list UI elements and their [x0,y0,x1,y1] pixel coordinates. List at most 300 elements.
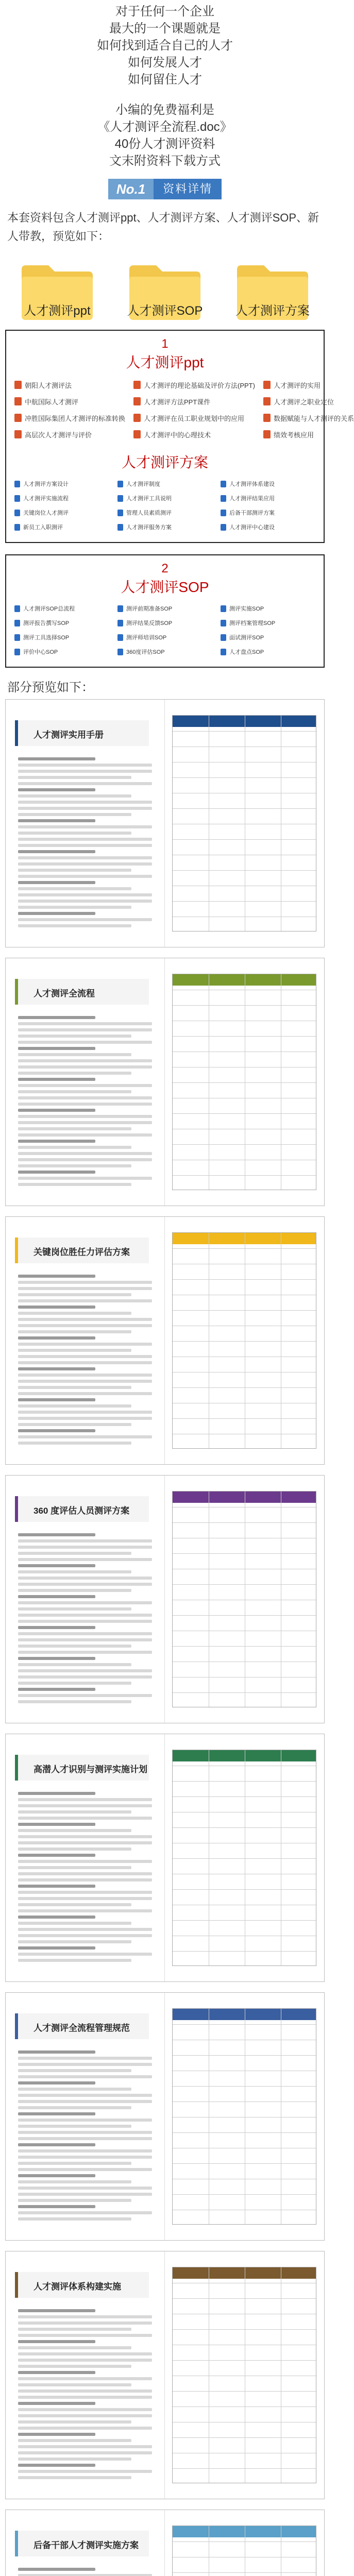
text-line [18,1891,152,1894]
file-name: 人才测评工具说明 [126,496,172,502]
file-name: 人才测评之职业定位 [273,398,334,406]
file-icon [14,414,22,422]
folder-row [0,246,330,318]
preview-title: 后备干部人才测评实施方案 [33,2540,139,2550]
text-line [18,1700,131,1703]
file-icon [221,524,226,531]
preview-table [172,974,316,1190]
text-line [18,1539,152,1543]
file-icon [14,397,22,405]
file-name: 绩效考核应用 [273,431,314,439]
preview-page-left [6,1476,165,1723]
text-line [18,1324,152,1327]
text-line [18,2112,95,2115]
text-line [18,1152,152,1155]
preview-label: 部分预览如下： [7,681,94,694]
folder-name: 人才测评SOP [127,304,203,318]
text-line [18,912,95,915]
preview-page-right [165,1993,324,2240]
file-name: 测评实施SOP [229,606,264,612]
section-number: 2 [161,562,168,575]
text-line [18,2476,131,2479]
text-line [18,2193,152,2196]
text-line [18,1804,152,1807]
text-line [18,2352,152,2355]
section-title: 人才测评ppt [126,354,204,370]
text-line [18,1171,95,1174]
text-line [18,2106,131,2109]
text-line [18,1595,95,1598]
text-line [18,1109,95,1112]
plan-file-list [14,479,315,532]
file-name: 人才测评的实用 [273,381,321,389]
tag-number: No.1 [108,179,154,199]
text-line [18,1552,131,1555]
intro-line: 小编的免费福利是 [115,103,214,117]
text-line [18,2377,152,2380]
text-line [18,2464,95,2467]
preview-thumbnail[interactable] [5,1992,325,2241]
file-item[interactable] [14,618,109,628]
file-name: 测评师培训SOP [126,635,167,641]
text-line [18,2137,152,2140]
preview-thumbnail[interactable] [5,958,325,1206]
preview-page-left [6,1734,165,1981]
file-item[interactable] [117,479,212,488]
preview-title: 关键岗位胜任力评估方案 [33,1247,130,1257]
intro-line: 文末附资料下载方式 [109,154,221,168]
text-line [18,2414,152,2417]
file-name: 人才测评体系建设 [229,481,275,487]
text-line [18,2420,131,2424]
text-line [18,2063,152,2066]
text-line [18,1792,95,1795]
text-line [18,2433,95,2436]
text-line [18,757,95,760]
text-line [18,1940,131,1943]
text-line [18,1084,152,1087]
text-line [18,2346,131,2349]
text-line [18,1336,95,1340]
folder-sop[interactable] [123,262,207,318]
text-line [18,862,152,866]
text-line [18,819,95,822]
text-line [18,1626,95,1629]
text-line [18,801,152,804]
preview-list [0,699,330,2576]
folder-name: 人才测评ppt [24,304,91,318]
text-line [18,1607,131,1611]
text-line [18,1946,95,1950]
text-line [18,2075,152,2078]
file-icon [133,430,141,438]
file-name: 测评报告撰写SOP [23,620,70,626]
text-line [18,918,152,921]
text-line [18,1583,152,1586]
file-icon [14,381,22,389]
text-line [18,1823,95,1826]
text-line [18,1404,131,1408]
text-line [18,1293,131,1296]
text-line [18,2321,152,2325]
text-line [18,1275,95,1278]
file-icon [117,524,123,531]
text-line [18,838,152,841]
text-line [18,2119,152,2122]
file-item[interactable] [14,522,109,532]
file-item[interactable] [117,494,212,503]
text-line [18,1570,131,1573]
folder-ppt[interactable] [15,262,99,318]
text-line [18,1330,131,1333]
text-line [18,1953,152,1956]
text-line [18,813,131,816]
preview-page-right [165,1217,324,1464]
text-line [18,1016,95,1019]
preview-page-right [165,958,324,1206]
description: 本套资料包含人才测评ppt、人才测评方案、人才测评SOP、新人带教，预览如下： [7,211,319,243]
text-line [18,788,95,791]
section-number: 1 [161,337,168,351]
preview-thumbnail[interactable] [5,2251,325,2499]
text-line [18,1355,152,1358]
text-line [18,900,152,903]
file-item[interactable] [133,379,255,391]
text-line [18,1072,131,1075]
text-line [18,1022,152,1025]
text-line [18,2328,131,2331]
text-line [18,1558,152,1561]
text-line [18,1829,131,1832]
preview-page-left [6,958,165,1206]
file-icon [133,381,141,389]
preview-page-left [6,1993,165,2240]
intro-line: 对于任何一个企业 [115,5,214,19]
file-icon [263,414,271,422]
text-line [18,1577,152,1580]
text-line [18,881,95,884]
file-icon [263,430,271,438]
file-icon [14,481,20,487]
text-line [18,825,152,828]
file-item[interactable] [263,379,354,391]
file-name: 评价中心SOP [23,649,58,655]
preview-table [172,1491,316,1707]
file-icon [14,430,22,438]
preview-page-left [6,2251,165,2499]
text-line [18,1299,152,1302]
file-name: 人才测评SOP总流程 [23,606,75,612]
text-line [18,1835,152,1838]
file-name: 新员工入职测评 [23,524,63,531]
text-line [18,1183,131,1186]
text-line [18,1614,152,1617]
text-line [18,832,131,835]
text-line [18,1374,152,1377]
text-line [18,1343,152,1346]
file-item[interactable] [14,429,125,440]
intro-line: 《人才测评全流程.doc》 [97,120,232,134]
file-item[interactable] [221,633,315,642]
file-item[interactable] [117,508,212,517]
text-line [18,1435,152,1438]
file-name: 后备干部测评方案 [229,510,275,516]
text-line [18,764,152,767]
file-item[interactable] [263,412,354,423]
file-item[interactable] [221,618,315,628]
sop-file-card [5,554,325,668]
file-item[interactable] [263,396,354,407]
text-line [18,2187,152,2190]
text-line [18,875,152,878]
text-line [18,1059,152,1062]
text-line [18,2088,131,2091]
file-name: 中航国际人才测评 [25,398,79,406]
preview-title: 高潜人才识别与测评实施计划 [33,1765,147,1774]
text-line [18,2199,131,2202]
text-line [18,1860,152,1863]
text-line [18,2315,152,2318]
text-line [18,2427,152,2430]
text-line [18,1386,131,1389]
text-line [18,1546,152,1549]
file-icon [117,495,123,502]
text-line [18,1423,131,1426]
text-line [18,1651,152,1654]
text-line [18,1361,152,1364]
preview-page-left [6,700,165,947]
preview-page-right [165,1476,324,1723]
text-line [18,924,131,927]
text-line [18,1411,152,1414]
text-line [18,1127,131,1130]
text-line [18,1103,152,1106]
preview-thumbnail[interactable] [5,699,325,947]
folder-plan[interactable] [231,262,314,318]
text-line [18,2125,131,2128]
text-line [18,1140,95,1143]
file-item[interactable] [14,494,109,503]
text-line [18,856,152,859]
file-item[interactable] [14,479,109,488]
file-item[interactable] [117,618,212,628]
text-line [18,1398,95,1401]
text-line [18,906,131,909]
preview-thumbnail[interactable] [5,1216,325,1465]
file-item[interactable] [133,396,255,407]
file-icon [221,495,226,502]
file-name: 关键岗位人才测评 [23,510,69,516]
text-line [18,844,152,847]
preview-title: 人才测评体系构建实施 [33,2282,121,2292]
preview-page-right [165,2251,324,2499]
text-line [18,2309,95,2312]
file-icon [117,634,123,641]
file-item[interactable] [221,647,315,656]
text-line [18,1669,152,1672]
text-line [18,1065,152,1069]
text-line [18,1533,95,1536]
preview-table [172,1232,316,1449]
sop-file-list [14,604,315,656]
preview-title: 360 度评估人员测评方案 [33,1506,130,1516]
text-line [18,2408,152,2411]
text-line [18,770,152,773]
text-line [18,2334,152,2337]
file-item[interactable] [133,429,255,440]
text-line [18,1682,131,1685]
text-line [18,1848,131,1851]
file-item[interactable] [263,429,354,440]
file-name: 人才测评制度 [126,481,160,487]
text-line [18,2069,131,2072]
file-name: 测评结果反馈SOP [126,620,173,626]
text-line [18,1417,152,1420]
text-line [18,1657,95,1660]
text-line [18,1638,152,1641]
text-line [18,1928,152,1931]
file-icon [14,620,20,626]
preview-thumbnail[interactable] [5,1734,325,1982]
file-item[interactable] [14,633,109,642]
file-item[interactable] [14,396,125,407]
text-line [18,2458,131,2461]
text-line [18,1885,95,1888]
text-line [18,1047,95,1050]
preview-title: 人才测评实用手册 [33,730,104,740]
file-item[interactable] [221,479,315,488]
text-line [18,1306,95,1309]
text-line [18,1694,152,1697]
preview-table [172,2267,316,2483]
preview-page-left [6,2510,165,2576]
section-tag [0,179,330,199]
text-line [18,1959,131,1962]
ppt-file-card [5,330,354,543]
file-item[interactable] [221,604,315,613]
file-name: 人才测评的理论基础及评价方法(PPT) [144,381,255,389]
file-icon [221,649,226,655]
preview-title: 人才测评全流程 [33,989,95,998]
text-line [18,1897,152,1900]
file-item[interactable] [117,604,212,613]
text-line [18,2445,152,2448]
tag-label: 资料详情 [154,179,222,199]
file-icon [221,620,226,626]
file-name: 人才测评中心建设 [229,524,275,531]
text-line [18,2359,152,2362]
text-line [18,1798,152,1801]
text-line [18,1312,131,1315]
text-line [18,1601,152,1604]
file-item[interactable] [117,522,212,532]
file-name: 朝阳人才测评法 [25,381,72,389]
text-line [18,1053,131,1056]
ppt-file-list [14,379,354,440]
text-line [18,807,152,810]
file-icon [117,649,123,655]
preview-table [172,2008,316,2225]
preview-thumbnail[interactable] [5,2510,325,2576]
file-name: 数据赋能与人才测评的关系 [273,414,354,422]
text-line [18,2402,95,2405]
file-item[interactable] [133,412,255,423]
preview-page-right [165,1734,324,1981]
text-line [18,2205,95,2208]
text-line [18,2451,152,2454]
file-icon [263,397,271,405]
file-item[interactable] [14,647,109,656]
text-line [18,1645,131,1648]
text-line [18,2050,95,2054]
text-line [18,2131,152,2134]
text-line [18,1318,152,1321]
file-item[interactable] [14,412,125,423]
file-icon [14,634,20,641]
intro-line: 最大的一个课题就是 [109,22,221,36]
folder-name: 人才测评方案 [235,304,310,318]
text-line [18,2211,152,2214]
text-line [18,1349,131,1352]
intro-line: 40份人才测评资料 [114,137,215,151]
file-name: 人才测评实施流程 [23,496,69,502]
text-line [18,1028,152,1031]
file-name: 人才测评服务方案 [126,524,172,531]
file-icon [14,510,20,516]
text-line [18,1429,95,1432]
text-line [18,1164,131,1167]
intro-line: 如何找到适合自己的人才 [97,39,233,53]
preview-thumbnail[interactable] [5,1475,325,1723]
file-name: 测评前期准备SOP [126,606,173,612]
text-line [18,1564,95,1567]
file-name: 测评工具选择SOP [23,635,70,641]
file-name: 人才测评方案设计 [23,481,69,487]
file-name: 高层次人才测评与评价 [25,431,92,439]
text-line [18,776,131,779]
file-icon [117,605,123,612]
file-item[interactable] [14,379,125,391]
preview-title: 人才测评全流程管理规范 [33,2023,130,2033]
file-item[interactable] [221,508,315,517]
file-item[interactable] [221,494,315,503]
preview-table [172,1750,316,1966]
intro-line: 如何留住人才 [128,73,202,87]
text-line [18,2439,131,2442]
file-name: 人才测评在员工职业规划中的应用 [144,414,245,422]
file-name: 冲胜国际集团人才测评的标准转换 [25,414,126,422]
file-item[interactable] [14,604,109,613]
text-line [18,1442,131,1445]
text-line [18,2568,95,2571]
text-line [18,887,131,890]
file-item[interactable] [117,633,212,642]
file-name: 人才测评方法PPT课件 [144,398,211,406]
file-item[interactable] [117,647,212,656]
file-icon [133,414,141,422]
text-line [18,2168,152,2171]
text-line [18,1810,131,1814]
file-icon [221,605,226,612]
file-item[interactable] [14,508,109,517]
file-name: 测评档案管理SOP [229,620,276,626]
file-item[interactable] [221,522,315,532]
text-line [18,1380,152,1383]
text-line [18,1916,95,1919]
file-name: 面试测评SOP [229,635,264,641]
text-line [18,2094,152,2097]
file-icon [221,510,226,516]
